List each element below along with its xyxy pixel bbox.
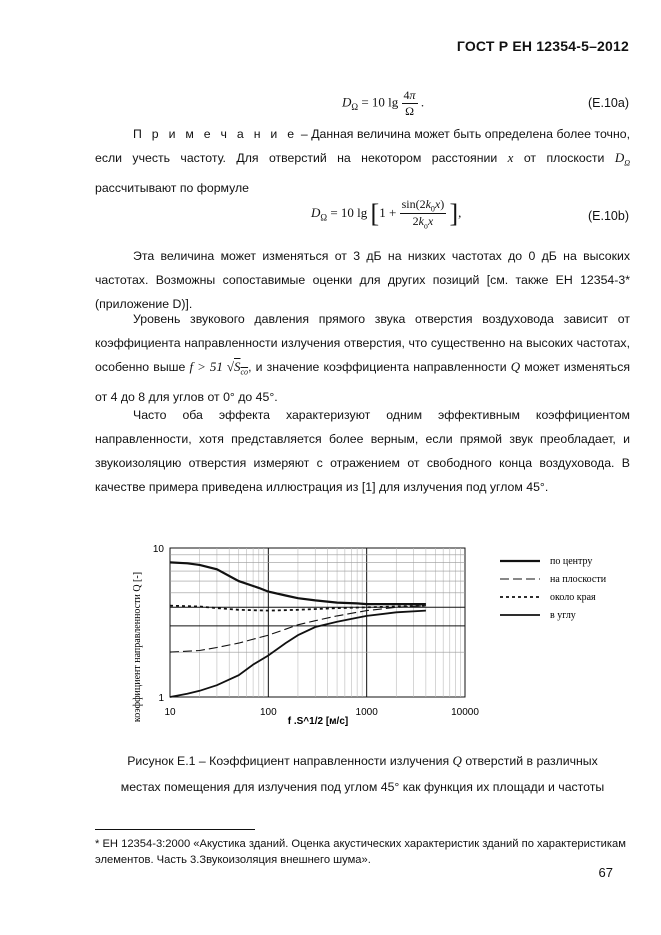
note-x: x xyxy=(507,150,514,165)
x-tick-label: 1000 xyxy=(355,707,378,718)
x-tick-label: 100 xyxy=(259,707,277,718)
note-paragraph xyxy=(95,122,630,200)
x-tick-label: 10000 xyxy=(451,707,479,718)
y-axis-label: коэффициент направленности Q [-] xyxy=(132,571,143,723)
paragraph-3-a: Уровень звукового давления прямого звука отверстия воздуховода зависит от коэффициента направленности излучения отверстия, что существенно на высоких частотах, особенно выше xyxy=(95,312,630,374)
directivity-chart xyxy=(120,535,620,730)
paragraph-4: Часто оба эффекта характеризуют одним эффективным коэффициентом направленности, хотя представляется более верным, если прямой звук преобладает, и звукоизоляцию отверстия измеряют с отражением от свободного конца воздуховода. В качестве примера приведена иллюстрация из [1] для излучения под углом 45°. xyxy=(95,408,630,494)
chart-legend xyxy=(500,556,607,621)
plot-frame xyxy=(170,548,465,697)
d-omega-symbol: $D_\Omega$ xyxy=(614,150,630,168)
x-axis-label: f .S^1/2 [м/с] xyxy=(287,716,349,727)
figure-caption-line-2: местах помещения для излучения под углом 45° как функция их площади и частоты xyxy=(120,780,605,794)
legend-label: на плоскости xyxy=(550,574,607,585)
caption-part-a: Рисунок Е.1 – Коэффициент направленности излучения xyxy=(127,754,453,768)
note-text-1: – Данная величина может быть определена более точно, если учесть частоту. Для отверстий на некотором расстоянии xyxy=(95,127,630,165)
equation-label-e10a: (E.10a) xyxy=(588,96,629,110)
equation-e10b: $D_\Omega = 10$ lg [1 + $\frac{\sin(2k_0x)}{2k_ox}$ ], xyxy=(311,197,462,231)
caption-part-b: отверстий в различных xyxy=(461,754,598,768)
y-tick-label: 10 xyxy=(152,544,164,555)
page-number: 67 xyxy=(598,865,613,880)
frequency-condition: f > 51 $√S_{co}$ xyxy=(189,359,249,377)
paragraph-3-q: Q xyxy=(510,359,521,374)
equation-label-e10b: (E.10b) xyxy=(588,209,629,223)
note-text-2: от плоскости xyxy=(513,151,615,165)
note-lead: П р и м е ч а н и е xyxy=(133,127,298,141)
y-tick-label: 1 xyxy=(158,693,164,704)
chart-grid xyxy=(170,548,465,697)
paragraph-3-b: , и значение коэффициента направленности xyxy=(248,360,511,374)
legend-label: в углу xyxy=(550,610,576,621)
paragraph-2: Эта величина может изменяться от 3 дБ на низких частотах до 0 дБ на высоких частотах. Возможны сопоставимые оценки для других позиций [см. также ЕН 12354-3* (приложение D)]. xyxy=(95,249,630,311)
paragraph-3 xyxy=(95,307,630,409)
figure-caption-line-1 xyxy=(95,748,630,774)
paragraph-3-c: может изменяться от 4 до 8 для углов от 0° до 45°. xyxy=(95,360,630,404)
equation-e10a: $D_\Omega = 10$ lg $\frac{4\pi}{\Omega}$ . xyxy=(342,88,425,118)
note-text-3: рассчитывают по формуле xyxy=(95,180,250,195)
document-header: ГОСТ Р ЕН 12354-5–2012 xyxy=(456,38,629,54)
x-tick-label: 10 xyxy=(164,707,176,718)
legend-label: около края xyxy=(550,592,596,603)
legend-label: по центру xyxy=(550,556,593,567)
footnote: * ЕН 12354-3:2000 «Акустика зданий. Оценка акустических характеристик зданий по характеристикам элементов. Часть 3.Звукоизоляция внешнего шума». xyxy=(95,838,626,866)
caption-q: Q xyxy=(452,753,462,768)
footnote-rule xyxy=(95,829,255,830)
